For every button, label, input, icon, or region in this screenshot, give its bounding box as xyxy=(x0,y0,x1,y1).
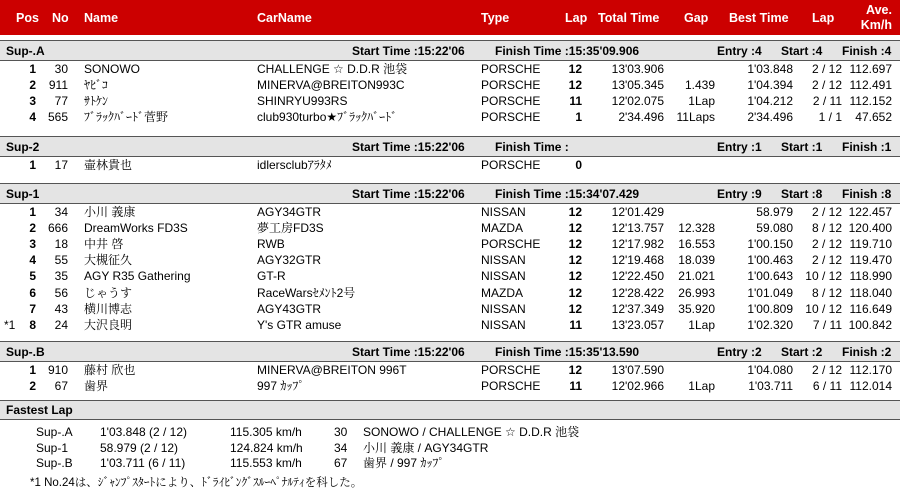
table-row xyxy=(0,379,900,393)
pos-cell: 1 xyxy=(29,62,36,76)
name-cell: ﾌﾞﾗｯｸﾊﾞｰﾄﾞ菅野 xyxy=(84,110,169,125)
car-cell: 夢工房FD3S xyxy=(257,221,324,236)
table-row xyxy=(0,363,900,377)
name-cell: 藤村 欣也 xyxy=(84,363,136,377)
no-cell: 24 xyxy=(54,317,68,332)
type-cell: MAZDA xyxy=(481,221,523,236)
name-cell: 中井 啓 xyxy=(84,237,124,252)
car-cell: GT-R xyxy=(257,269,286,284)
type-cell: PORSCHE xyxy=(481,110,541,125)
gap-cell: 18.039 xyxy=(678,253,715,268)
class-name: Sup-.A xyxy=(6,44,45,58)
total-time-cell: 12'13.757 xyxy=(611,221,664,236)
ave-cell: 112.170 xyxy=(849,363,892,377)
pos-cell: 2 xyxy=(29,379,36,394)
best-time-cell: 1'00.463 xyxy=(747,253,793,268)
car-cell: AGY43GTR xyxy=(257,301,322,316)
car-cell: AGY32GTR xyxy=(257,253,322,268)
type-cell: MAZDA xyxy=(481,285,523,300)
car-cell: club930turbo★ﾌﾞﾗｯｸﾊﾞｰﾄﾞ xyxy=(257,110,398,125)
name-cell: SONOWO xyxy=(84,62,140,76)
type-cell: NISSAN xyxy=(481,317,526,332)
fastest-time: 1'03.848 (2 / 12) xyxy=(100,425,188,439)
pos-cell: 4 xyxy=(29,110,36,125)
table-row xyxy=(0,237,900,251)
name-cell: 壷林貴也 xyxy=(84,158,133,172)
total-time-cell: 12'02.075 xyxy=(611,94,664,109)
car-cell: AGY34GTR xyxy=(257,205,322,219)
class-start-time: Start Time :15:22'06 xyxy=(352,44,465,58)
class-entry: Entry :2 xyxy=(717,345,762,359)
ave-cell: 119.710 xyxy=(849,237,892,252)
type-cell: PORSCHE xyxy=(481,363,541,377)
type-cell: PORSCHE xyxy=(481,237,541,252)
pos-cell: 1 xyxy=(29,363,36,377)
car-cell: 997 ｶｯﾌﾟ xyxy=(257,379,305,394)
col-no: No xyxy=(52,11,69,25)
best-lap-cell: 6 / 11 xyxy=(812,379,842,394)
ave-cell: 100.842 xyxy=(848,317,892,332)
col-ave-line1: Ave. xyxy=(866,3,892,17)
no-cell: 18 xyxy=(54,237,68,252)
type-cell: PORSCHE xyxy=(481,62,541,76)
fastest-no: 30 xyxy=(334,425,348,439)
type-cell: PORSCHE xyxy=(481,94,541,109)
class-start-count: Start :1 xyxy=(781,140,823,154)
fastest-class: Sup-.A xyxy=(36,425,73,439)
class-name: Sup-2 xyxy=(6,140,40,154)
class-finish-count: Finish :1 xyxy=(842,140,892,154)
no-cell: 565 xyxy=(47,110,68,125)
best-lap-cell: 2 / 12 xyxy=(811,253,842,268)
fastest-class: Sup-.B xyxy=(36,456,73,470)
gap-cell: 26.993 xyxy=(678,285,715,300)
type-cell: NISSAN xyxy=(481,301,526,316)
fastest-driver-car: 小川 義康 / AGY34GTR xyxy=(363,440,489,455)
pos-cell: 1 xyxy=(29,158,36,172)
best-time-cell: 2'34.496 xyxy=(747,110,793,125)
ave-cell: 47.652 xyxy=(855,110,892,125)
best-lap-cell: 2 / 12 xyxy=(811,237,842,252)
car-cell: MINERVA@BREITON 996T xyxy=(257,363,407,377)
table-row xyxy=(0,221,900,235)
table-row xyxy=(0,94,900,108)
lap-cell: 12 xyxy=(568,253,582,268)
best-lap-cell: 1 / 1 xyxy=(818,110,842,125)
class-header xyxy=(0,136,900,157)
pos-cell: 6 xyxy=(29,285,36,300)
pos-cell: 8 xyxy=(29,317,36,332)
type-cell: PORSCHE xyxy=(481,379,541,394)
class-entry: Entry :9 xyxy=(717,187,762,201)
ave-cell: 118.990 xyxy=(849,269,892,284)
total-time-cell: 12'19.468 xyxy=(611,253,664,268)
col-total-time: Total Time xyxy=(598,11,660,25)
class-name: Sup-1 xyxy=(6,187,40,201)
total-time-cell: 12'28.422 xyxy=(611,285,664,300)
fastest-class: Sup-1 xyxy=(36,440,69,455)
car-cell: RaceWarsｾﾒﾝﾄ2号 xyxy=(257,285,356,300)
no-cell: 43 xyxy=(54,301,68,316)
ave-cell: 112.014 xyxy=(849,379,892,394)
table-row xyxy=(0,110,900,124)
total-time-cell: 12'02.966 xyxy=(611,379,664,394)
ave-cell: 112.152 xyxy=(849,94,892,109)
lap-cell: 12 xyxy=(568,237,582,252)
best-time-cell: 1'00.809 xyxy=(747,301,793,316)
best-time-cell: 59.080 xyxy=(756,221,793,236)
lap-cell: 12 xyxy=(568,221,582,236)
lap-cell: 11 xyxy=(569,317,582,332)
ave-cell: 122.457 xyxy=(848,205,892,219)
best-time-cell: 1'03.848 xyxy=(747,62,793,76)
best-lap-cell: 2 / 12 xyxy=(811,62,842,76)
fastest-no: 34 xyxy=(334,440,348,455)
gap-cell: 1Lap xyxy=(688,317,715,332)
no-cell: 55 xyxy=(54,253,68,268)
car-cell: RWB xyxy=(257,237,285,252)
name-cell: 横川博志 xyxy=(84,301,133,316)
table-row xyxy=(0,318,900,332)
lap-cell: 12 xyxy=(568,205,582,219)
gap-cell: 1Lap xyxy=(688,379,715,394)
gap-cell: 11Laps xyxy=(676,110,715,125)
class-finish-time: Finish Time :15:34'07.429 xyxy=(495,187,640,201)
pos-cell: 4 xyxy=(29,253,36,268)
col-ave xyxy=(861,3,892,33)
no-cell: 910 xyxy=(47,363,68,377)
ave-cell: 120.400 xyxy=(848,221,892,236)
gap-cell: 12.328 xyxy=(678,221,715,236)
best-time-cell: 58.979 xyxy=(756,205,793,219)
total-time-cell: 13'03.906 xyxy=(611,62,664,76)
name-cell: じゃうす xyxy=(84,285,133,300)
best-lap-cell: 2 / 12 xyxy=(811,363,842,377)
class-finish-count: Finish :8 xyxy=(842,187,892,201)
pos-cell: 2 xyxy=(29,78,36,93)
col-carname: CarName xyxy=(257,11,312,25)
class-finish-time: Finish Time :15:35'09.906 xyxy=(495,44,640,58)
best-lap-cell: 2 / 12 xyxy=(811,78,842,93)
name-cell: ﾔﾋﾞｺ xyxy=(84,78,109,93)
best-time-cell: 1'03.711 xyxy=(748,379,793,394)
table-row xyxy=(0,269,900,283)
type-cell: PORSCHE xyxy=(481,158,541,172)
lap-cell: 12 xyxy=(568,285,582,300)
table-row xyxy=(0,302,900,316)
total-time-cell: 2'34.496 xyxy=(618,110,664,125)
name-cell: ｻﾄｹﾝ xyxy=(84,94,109,109)
class-start-count: Start :8 xyxy=(781,187,823,201)
best-lap-cell: 8 / 12 xyxy=(811,221,842,236)
fastest-lap-header xyxy=(0,400,900,420)
fastest-driver-car: SONOWO / CHALLENGE ☆ D.D.R 池袋 xyxy=(363,425,580,439)
best-lap-cell: 8 / 12 xyxy=(811,285,842,300)
col-name: Name xyxy=(84,11,119,25)
name-cell: DreamWorks FD3S xyxy=(84,221,188,236)
no-cell: 67 xyxy=(54,379,68,394)
class-entry: Entry :4 xyxy=(717,44,762,58)
lap-cell: 12 xyxy=(568,78,582,93)
fastest-time: 58.979 (2 / 12) xyxy=(100,440,179,455)
lap-cell: 12 xyxy=(568,269,582,284)
class-start-time: Start Time :15:22'06 xyxy=(352,345,465,359)
class-finish-time: Finish Time : xyxy=(495,140,569,154)
lap-cell: 11 xyxy=(569,94,582,109)
best-lap-cell: 2 / 11 xyxy=(812,94,842,109)
penalty-note: *1 xyxy=(4,317,16,332)
type-cell: PORSCHE xyxy=(481,78,541,93)
gap-cell: 35.920 xyxy=(678,301,715,316)
col-best-lap: Lap xyxy=(812,11,835,25)
class-entry: Entry :1 xyxy=(717,140,762,154)
class-header xyxy=(0,40,900,61)
fastest-driver-car: 歯界 / 997 ｶｯﾌﾟ xyxy=(363,456,445,470)
ave-cell: 119.470 xyxy=(849,253,892,268)
lap-cell: 12 xyxy=(568,301,582,316)
lap-cell: 12 xyxy=(568,62,582,76)
fastest-time: 1'03.711 (6 / 11) xyxy=(100,456,186,470)
no-cell: 56 xyxy=(54,285,68,300)
name-cell: 小川 義康 xyxy=(84,205,136,219)
best-time-cell: 1'00.643 xyxy=(747,269,793,284)
no-cell: 666 xyxy=(47,221,68,236)
results-header xyxy=(0,0,900,35)
gap-cell: 1Lap xyxy=(688,94,715,109)
name-cell: 大槻征久 xyxy=(84,253,133,268)
class-header xyxy=(0,341,900,362)
fastest-speed: 124.824 km/h xyxy=(230,440,303,455)
col-ave-line2: Km/h xyxy=(860,18,892,32)
no-cell: 34 xyxy=(54,205,68,219)
best-time-cell: 1'04.080 xyxy=(747,363,793,377)
total-time-cell: 12'17.982 xyxy=(611,237,664,252)
best-lap-cell: 10 / 12 xyxy=(805,269,842,284)
pos-cell: 5 xyxy=(29,269,36,284)
type-cell: NISSAN xyxy=(481,253,526,268)
col-best-time: Best Time xyxy=(729,11,789,25)
type-cell: NISSAN xyxy=(481,269,526,284)
ave-cell: 116.649 xyxy=(849,301,892,316)
total-time-cell: 12'22.450 xyxy=(611,269,664,284)
pos-cell: 3 xyxy=(29,94,36,109)
class-start-time: Start Time :15:22'06 xyxy=(352,140,465,154)
fastest-no: 67 xyxy=(334,456,348,470)
footnote: *1 No.24は、ｼﾞｬﾝﾌﾟｽﾀｰﾄにより、ﾄﾞﾗｲﾋﾞﾝｸﾞｽﾙｰﾍﾟﾅﾙﾃｨを科した。 xyxy=(30,477,363,489)
best-time-cell: 1'02.320 xyxy=(747,317,793,332)
gap-cell: 16.553 xyxy=(678,237,715,252)
fastest-lap-row xyxy=(0,425,900,439)
no-cell: 30 xyxy=(54,62,68,76)
total-time-cell: 13'07.590 xyxy=(611,363,664,377)
no-cell: 35 xyxy=(54,269,68,284)
total-time-cell: 13'05.345 xyxy=(611,78,664,93)
table-row xyxy=(0,253,900,267)
car-cell: idlersclubｱﾗﾀﾒ xyxy=(257,158,332,172)
ave-cell: 112.697 xyxy=(849,62,892,76)
class-finish-count: Finish :2 xyxy=(842,345,892,359)
gap-cell: 21.021 xyxy=(678,269,715,284)
col-gap: Gap xyxy=(684,11,709,25)
col-pos: Pos xyxy=(16,11,39,25)
total-time-cell: 12'37.349 xyxy=(611,301,664,316)
no-cell: 17 xyxy=(54,158,68,172)
name-cell: 歯界 xyxy=(84,379,109,394)
ave-cell: 118.040 xyxy=(849,285,892,300)
car-cell: CHALLENGE ☆ D.D.R 池袋 xyxy=(257,62,408,76)
car-cell: SHINRYU993RS xyxy=(257,94,348,109)
gap-cell: 1.439 xyxy=(684,78,715,93)
name-cell: AGY R35 Gathering xyxy=(84,269,191,284)
lap-cell: 11 xyxy=(569,379,582,394)
pos-cell: 3 xyxy=(29,237,36,252)
best-time-cell: 1'04.394 xyxy=(747,78,793,93)
class-finish-time: Finish Time :15:35'13.590 xyxy=(495,345,640,359)
fastest-speed: 115.305 km/h xyxy=(230,425,302,439)
pos-cell: 7 xyxy=(29,301,36,316)
lap-cell: 0 xyxy=(575,158,582,172)
table-row xyxy=(0,286,900,300)
best-time-cell: 1'01.049 xyxy=(747,285,793,300)
type-cell: NISSAN xyxy=(481,205,526,219)
table-row xyxy=(0,158,900,172)
class-header xyxy=(0,183,900,204)
class-start-count: Start :4 xyxy=(781,44,823,58)
table-row xyxy=(0,62,900,76)
fastest-lap-row xyxy=(0,441,900,455)
class-finish-count: Finish :4 xyxy=(842,44,892,58)
best-time-cell: 1'04.212 xyxy=(747,94,793,109)
car-cell: Y's GTR amuse xyxy=(257,317,342,332)
no-cell: 911 xyxy=(48,78,68,93)
class-start-time: Start Time :15:22'06 xyxy=(352,187,465,201)
class-start-count: Start :2 xyxy=(781,345,823,359)
ave-cell: 112.491 xyxy=(849,78,892,93)
car-cell: MINERVA@BREITON993C xyxy=(257,78,405,93)
fastest-lap-row xyxy=(0,456,900,470)
class-name: Sup-.B xyxy=(6,345,45,359)
pos-cell: 1 xyxy=(29,205,36,219)
best-lap-cell: 7 / 11 xyxy=(812,317,842,332)
lap-cell: 1 xyxy=(575,110,582,125)
fastest-speed: 115.553 km/h xyxy=(230,456,302,470)
best-lap-cell: 10 / 12 xyxy=(805,301,842,316)
total-time-cell: 12'01.429 xyxy=(611,205,664,219)
table-row xyxy=(0,78,900,92)
best-time-cell: 1'00.150 xyxy=(747,237,793,252)
pos-cell: 2 xyxy=(29,221,36,236)
col-type: Type xyxy=(481,11,510,25)
fastest-lap-title: Fastest Lap xyxy=(6,403,73,417)
name-cell: 大沢良明 xyxy=(84,317,133,332)
table-row xyxy=(0,205,900,219)
best-lap-cell: 2 / 12 xyxy=(811,205,842,219)
total-time-cell: 13'23.057 xyxy=(611,317,664,332)
lap-cell: 12 xyxy=(568,363,582,377)
col-lap: Lap xyxy=(565,11,588,25)
no-cell: 77 xyxy=(54,94,68,109)
